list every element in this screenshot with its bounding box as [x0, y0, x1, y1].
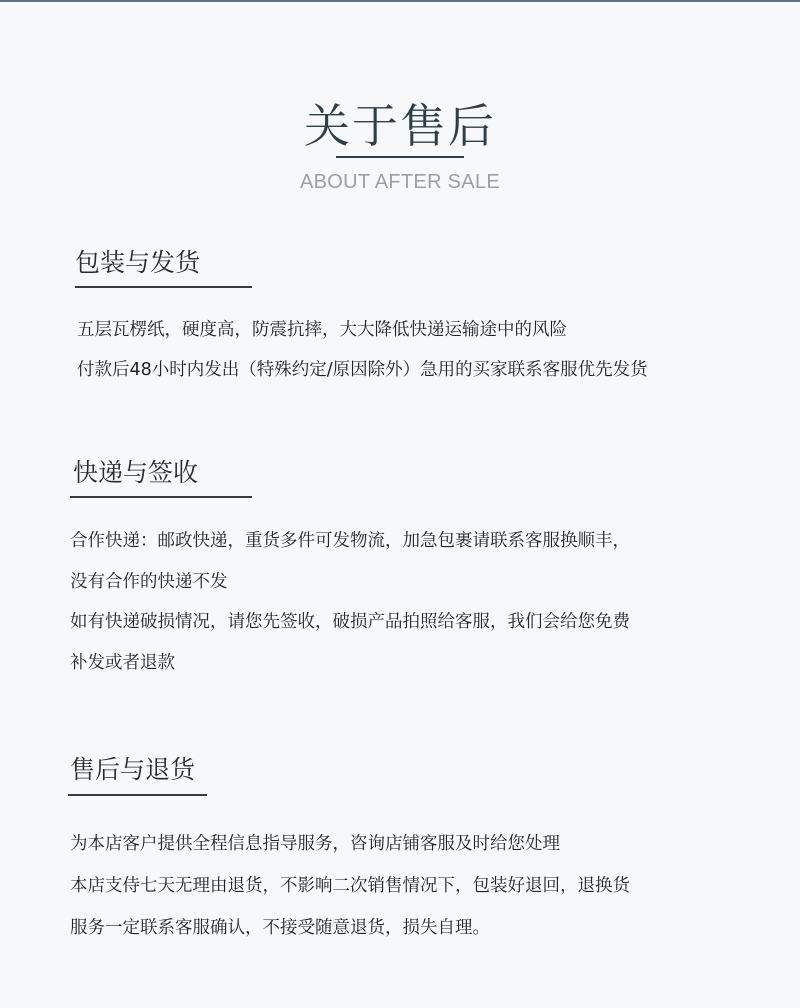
- section-text-line: 五层瓦楞纸，硬度高，防震抗摔，大大降低快递运输途中的风险: [77, 320, 567, 340]
- page-title: 关于售后: [304, 99, 496, 153]
- top-border: [0, 0, 800, 2]
- section-text-line: 补发或者退款: [70, 653, 175, 673]
- section-divider: [70, 496, 252, 498]
- page-header: [0, 96, 800, 194]
- section-text-line: 服务一定联系客服确认，不接受随意退货，损失自理。: [70, 918, 490, 938]
- section-divider: [75, 286, 252, 288]
- section-text-line: 为本店客户提供全程信息指导服务，咨询店铺客服及时给您处理: [70, 834, 560, 854]
- page-subtitle: ABOUT AFTER SALE: [299, 171, 501, 193]
- section-text-line: 本店支侍七天无理由退货，不影响二次销售情况下，包装好退回，退换货: [70, 876, 630, 896]
- title-underline: [336, 156, 464, 158]
- section-divider: [68, 794, 207, 796]
- section-text-line: 没有合作的快递不发: [70, 572, 228, 592]
- section-text-line: 如有快递破损情况，请您先签收，破损产品拍照给客服，我们会给您免费: [70, 612, 630, 632]
- section-text-line: 合作快递：邮政快递，重货多件可发物流，加急包裹请联系客服换顺丰，: [70, 531, 630, 551]
- section-text-line: 付款后48小时内发出（特殊约定/原因除外）急用的买家联系客服优先发货: [77, 360, 648, 380]
- section-title-shipping: 快递与签收: [73, 458, 199, 487]
- section-title-returns: 售后与退货: [70, 755, 196, 784]
- section-title-packaging: 包装与发货: [75, 248, 201, 277]
